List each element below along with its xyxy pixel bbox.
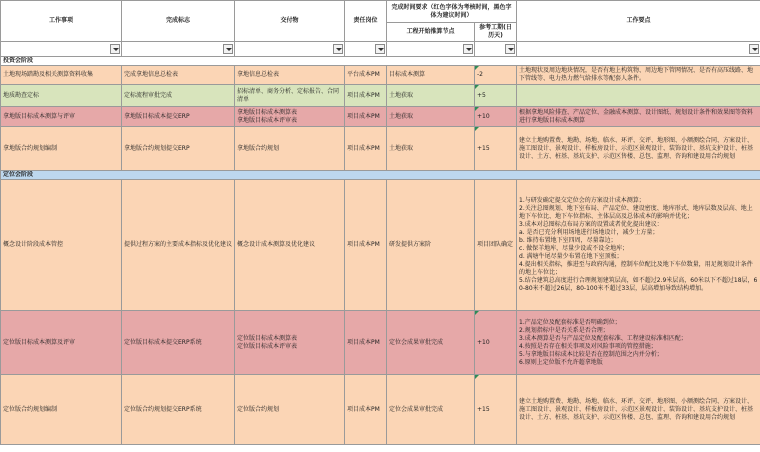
filter-dropdown-icon[interactable] bbox=[505, 44, 515, 54]
cell-responsible: 项目成本PM bbox=[345, 180, 387, 311]
cell-completion-mark: 完成拿地信息总检表 bbox=[122, 66, 235, 85]
filter-cell-6 bbox=[475, 42, 517, 57]
cell-deliverable: 定位版目标成本测算表 定位版目标成本评审表 bbox=[235, 311, 345, 375]
cell-work-item: 拿地版目标成本测算与评审 bbox=[1, 107, 122, 127]
cell-deliverable: 拿地版合约规划 bbox=[235, 127, 345, 171]
cell-start-node: 目标成本测算 bbox=[387, 66, 475, 85]
cell-responsible: 项目成本PM bbox=[345, 311, 387, 375]
cell-work-item: 地质勘查定标 bbox=[1, 85, 122, 107]
cell-duration: +15 bbox=[475, 127, 517, 171]
filter-cell-5 bbox=[387, 42, 475, 57]
cell-deliverable: 招标清单、商务分析、定标报告、合同清单 bbox=[235, 85, 345, 107]
filter-dropdown-icon[interactable] bbox=[749, 44, 759, 54]
header-responsible-post: 责任岗位 bbox=[345, 1, 387, 42]
header-deliverable: 交付物 bbox=[235, 1, 345, 42]
header-start-node: 工程开始推算节点 bbox=[387, 23, 475, 42]
cell-start-node: 研发提供方案阶 bbox=[387, 180, 475, 311]
filter-dropdown-icon[interactable] bbox=[375, 44, 385, 54]
header-time-requirement: 完成时间要求（红色字体为考核时间，黑色字体为建议时间） bbox=[387, 1, 517, 23]
cell-duration: 项目团队确定 bbox=[475, 180, 517, 311]
section-row bbox=[1, 57, 760, 66]
cell-duration: +10 bbox=[475, 311, 517, 375]
cell-work-points: 建立土地购置费、地勘、场地、临水、环评、交评、地形图、小额测绘合同、方案设计、施工图设计、景观设计、样板房设计、示范区景观设计、装饰设计、基坑支护设计、桩基设计、土方、桩基、基坑支护、示范区售楼、总包、监理、咨询和建设用合约规划 bbox=[517, 127, 760, 171]
filter-dropdown-icon[interactable] bbox=[223, 44, 233, 54]
cell-work-points: 土地现状及周边地块情况，是否有地上构筑物、周边地下管网情况、是否有高压线路、地下管线等、电力热力燃气给排水等配套人条件。 bbox=[517, 66, 760, 85]
table-row[interactable] bbox=[1, 180, 760, 311]
cell-work-item: 土地现场踏勘及相关测算资料收集 bbox=[1, 66, 122, 85]
header-completion-mark: 完成标志 bbox=[122, 1, 235, 42]
cell-completion-mark: 定位版合约规划提交ERP系统 bbox=[122, 375, 235, 445]
cell-completion-mark: 定标流程审批完成 bbox=[122, 85, 235, 107]
cell-start-node: 定位会成果审批完成 bbox=[387, 375, 475, 445]
cell-start-node: 土地获取 bbox=[387, 107, 475, 127]
cell-start-node: 定位会成果审批完成 bbox=[387, 311, 475, 375]
cell-work-points: 1.与研发确定提交定位会的方案设计成本测算； 2.关注总图规划、地下室布局、产品定位、建设密度、地库形式、地库层数及层高、地上地下车位比、地下车位指标、主体层高及总体成本的影响并优化； 3.成本对总图标点布局方案的设置或者优化提出建议： a. 是否已充分利用场地进行场地设计，减少土方量； b. 维持布置地下室四周，尽量靠边； c. 做保羊地库，尽量少设或不设全地库； d. 满塘牛尾尽量少布置在地下室顶板； 4.提出相关指标，推进至与政府沟通，控制车位配比及地下车位数量，用足规划设计条件的地上车位比； 5.结合建筑总高度进行合理规划建筑层高，如不超过2.9米层高，60米以下不超过18层，60-80米不超过26层，80-100米不超过33层，层高增加导致结构增加。 bbox=[517, 180, 760, 311]
cell-responsible: 项目成本PM bbox=[345, 107, 387, 127]
filter-dropdown-icon[interactable] bbox=[110, 44, 120, 54]
cell-completion-mark: 拿地版合约规划提交ERP bbox=[122, 127, 235, 171]
filter-cell-2 bbox=[122, 42, 235, 57]
section-title: 投资会阶段 bbox=[1, 57, 760, 66]
section-title: 定位会阶段 bbox=[1, 171, 760, 180]
cell-duration: +15 bbox=[475, 375, 517, 445]
header-row bbox=[1, 1, 760, 23]
cell-work-item: 定位版合约规划编制 bbox=[1, 375, 122, 445]
table-row[interactable] bbox=[1, 311, 760, 375]
cell-responsible: 项目成本PM bbox=[345, 127, 387, 171]
table-row[interactable] bbox=[1, 85, 760, 107]
cell-responsible: 平台成本PM bbox=[345, 66, 387, 85]
cell-work-item: 概念设计阶段成本管控 bbox=[1, 180, 122, 311]
cell-deliverable: 定位版合约规划 bbox=[235, 375, 345, 445]
section-row bbox=[1, 171, 760, 180]
header-work-points: 工作要点 bbox=[517, 1, 760, 42]
filter-cell-4 bbox=[345, 42, 387, 57]
cell-start-node: 土地获取 bbox=[387, 127, 475, 171]
cell-work-item: 定位版目标成本测算及评审 bbox=[1, 311, 122, 375]
cell-responsible: 项目成本PM bbox=[345, 85, 387, 107]
cell-responsible: 项目成本PM bbox=[345, 375, 387, 445]
cell-start-node: 土地获取 bbox=[387, 85, 475, 107]
filter-dropdown-icon[interactable] bbox=[463, 44, 473, 54]
filter-cell-7 bbox=[517, 42, 760, 57]
cell-work-points: 1.产品定位及配套标准是否明确到位； 2.规划指标中是否关系是否合理； 3.成本测算是否与产品定位及配套标准、工程建设标准相匹配； 4.按照是否存在相关事项及对风险事项的管控措施； 5.与拿地版目标成本比较是否在控制范围之内并分析； 6.原则上定位版不允许超拿地版 bbox=[517, 311, 760, 375]
cell-work-points: 根据拿地风险排查、产品定位、金融成本测算、设计图纸、规划设计条件和效果图等资料进行拿地版目标成本测算 bbox=[517, 107, 760, 127]
filter-cell-3 bbox=[235, 42, 345, 57]
cell-completion-mark: 提供过程方案的主要成本指标及优化建议 bbox=[122, 180, 235, 311]
filter-dropdown-icon[interactable] bbox=[333, 44, 343, 54]
cell-work-item: 拿地版合约规划编制 bbox=[1, 127, 122, 171]
cell-work-points bbox=[517, 85, 760, 107]
cell-duration: +5 bbox=[475, 85, 517, 107]
cell-completion-mark: 定位版目标成本提交ERP系统 bbox=[122, 311, 235, 375]
cell-duration: -2 bbox=[475, 66, 517, 85]
header-duration: 参考工期(日历天) bbox=[475, 23, 517, 42]
table-row[interactable] bbox=[1, 107, 760, 127]
cell-deliverable: 拿地版目标成本测算表 拿地版目标成本评审表 bbox=[235, 107, 345, 127]
filter-cell-1 bbox=[1, 42, 122, 57]
filter-row bbox=[1, 42, 760, 57]
cell-deliverable: 拿地信息总检表 bbox=[235, 66, 345, 85]
cell-completion-mark: 拿地版目标成本提交ERP bbox=[122, 107, 235, 127]
cell-deliverable: 概念设计成本测算及优化建议 bbox=[235, 180, 345, 311]
table-row[interactable] bbox=[1, 66, 760, 85]
header-work-item: 工作事项 bbox=[1, 1, 122, 42]
table-row[interactable] bbox=[1, 375, 760, 445]
cell-duration: +10 bbox=[475, 107, 517, 127]
table-row[interactable] bbox=[1, 127, 760, 171]
cell-work-points: 建立土地购置费、地勘、场地、临水、环评、交评、地形图、小额测绘合同、方案设计、施工图设计、景观设计、样板房设计、示范区景观设计、装饰设计、基坑支护设计、桩基设计、土方、桩基、基坑支护、示范区售楼、总包、监理、咨询和建设用合约规划 bbox=[517, 375, 760, 445]
